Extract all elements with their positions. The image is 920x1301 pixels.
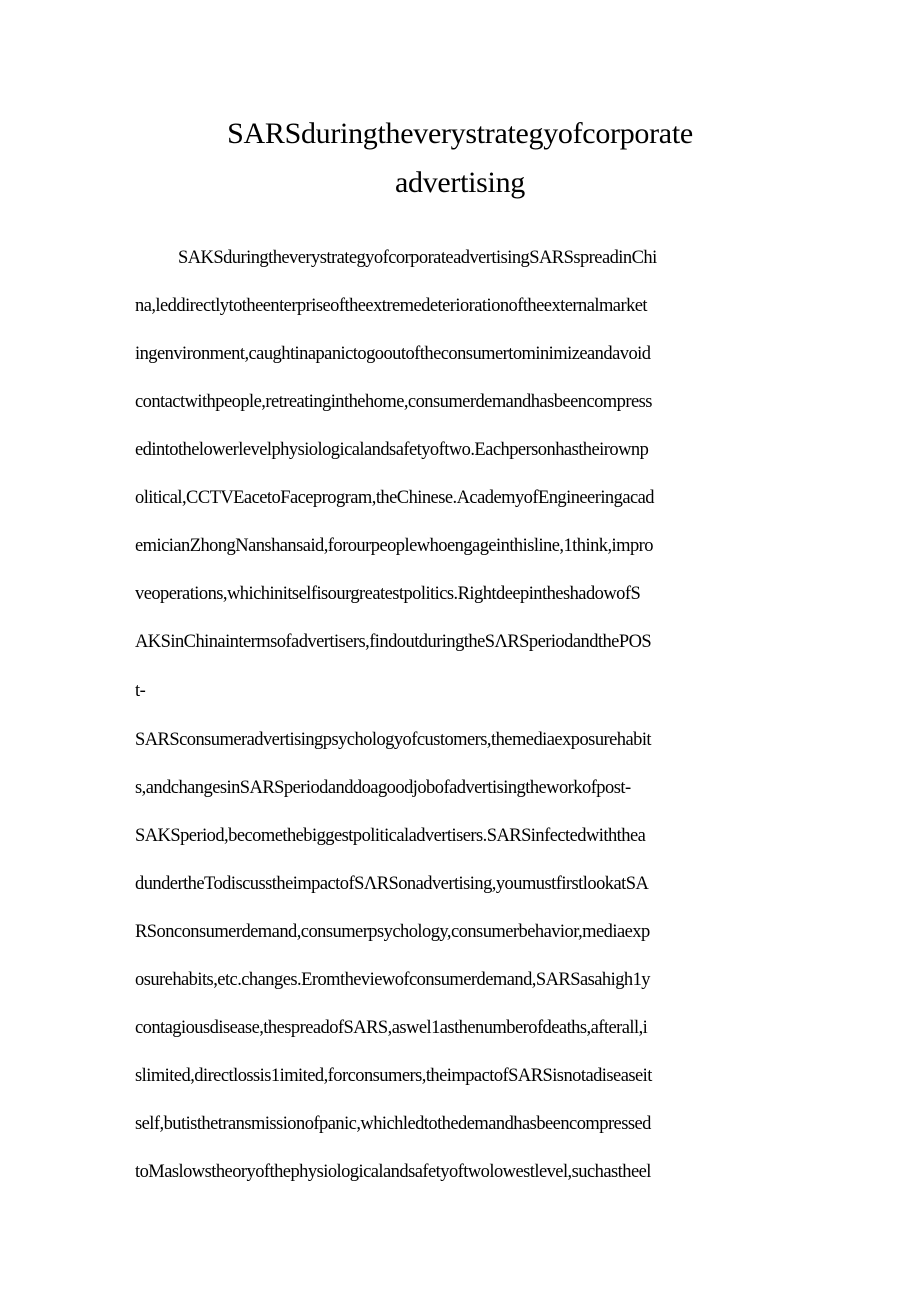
body-line: edintothelowerlevelphysiologicalandsafetyoftwo.Eachpersonhastheirownp — [135, 440, 649, 460]
body-line: contagiousdisease,thespreadofSARS,aswel1asthenumberofdeaths,afterall,i — [135, 1018, 648, 1038]
body-line: RSonconsumerdemand,consumerpsychology,consumerbehavior,mediaexp — [135, 922, 650, 942]
body-line: emicianZhongNanshansaid,forourpeoplewhoengageinthisline,1think,impro — [135, 536, 653, 556]
body-line: s,andchangesinSARSperiodanddoagoodjobofadvertisingtheworkofpost- — [135, 778, 631, 798]
body-line: toMaslowstheoryofthephysiologicalandsafetyoftwolowestlevel,suchastheel — [135, 1162, 651, 1182]
body-line: na,leddirectlytotheenterpriseoftheextremedeteriorationoftheexternalmarket — [135, 296, 648, 316]
body-line: osurehabits,etc.changes.Eromtheviewofconsumerdemand,SARSasahigh1y — [135, 970, 651, 990]
body-line: contactwithpeople,retreatinginthehome,consumerdemandhasbeencompress — [135, 392, 652, 412]
body-line: slimited,directlossis1imited,forconsumers,theimpactofSARSisnotadiseaseit — [135, 1066, 652, 1086]
body-line: SAKSduringtheverystrategyofcorporateadvertisingSARSspreadinChi — [178, 248, 657, 268]
body-line: veoperations,whichinitselfisourgreatestpolitics.RightdeepintheshadowofS — [135, 584, 641, 604]
body-line: SAKSperiod,becomethebiggestpoliticaladvertisers.SARSinfectedwiththea — [135, 826, 646, 846]
body-line: t- — [135, 681, 146, 701]
body-line: self,butisthetransmissionofpanic,whichledtothedemandhasbeencompressed — [135, 1114, 651, 1134]
document-title-line-2: advertising — [394, 166, 525, 199]
body-line: olitical,CCTVEacetoFaceprogram,theChinese.AcademyofEngineeringacad — [135, 488, 654, 508]
body-line: ingenvironment,caughtinapanictogooutoftheconsumertominimizeandavoid — [135, 344, 651, 364]
body-line: AKSinChinaintermsofadvertisers,findoutduringtheSΛRSperiodandthePOS — [135, 632, 652, 652]
document-title-line-1: SARSduringtheverystrategyofcorporate — [227, 117, 693, 150]
body-line: dundertheTodiscusstheimpactofSΛRSonadvertising,youmustfirstlookatSA — [135, 874, 649, 894]
body-line: SARSconsumeradvertisingpsychologyofcustomers,themediaexposurehabit — [135, 730, 652, 750]
